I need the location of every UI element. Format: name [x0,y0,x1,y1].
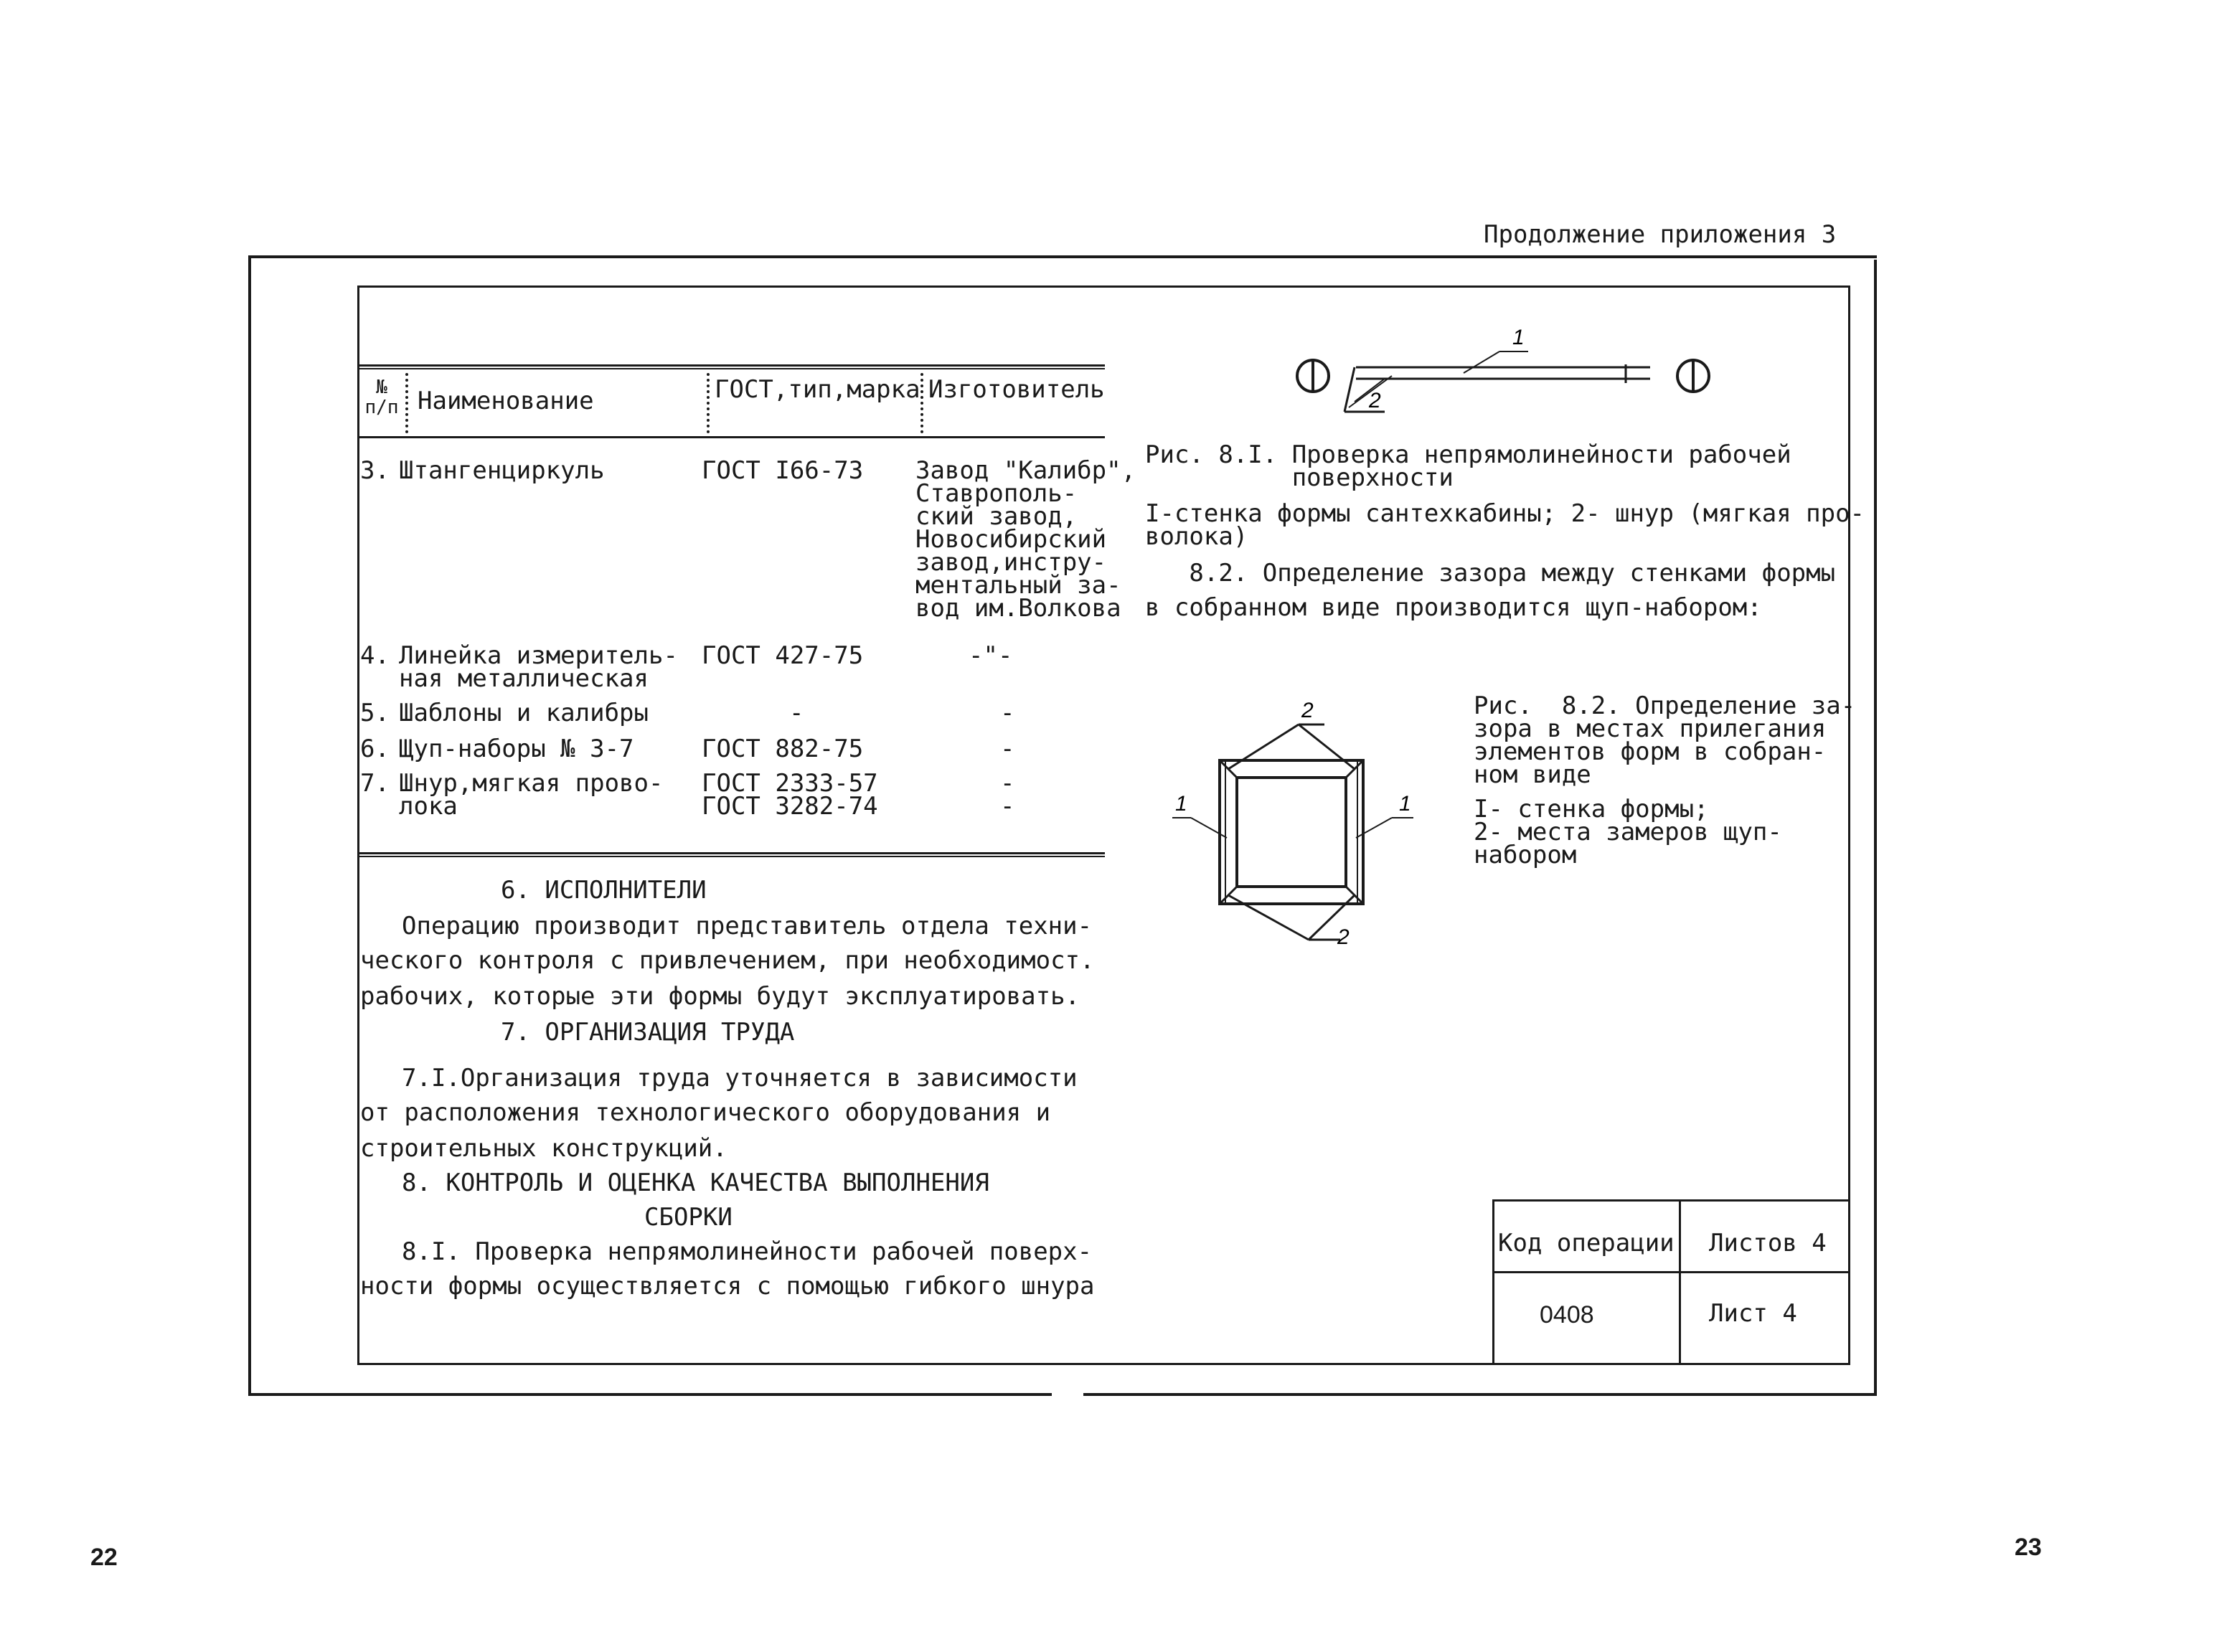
row3-gost: ГОСТ I66-73 [702,456,864,485]
header-maker: Изготовитель [928,375,1105,404]
fig2-label-bottom: 2 [1337,925,1350,949]
row3-num: 3. [360,456,390,485]
section6-line2: ческого контроля с привлечением, при необходимост. [360,946,1095,975]
row6-name: Щуп-наборы № 3-7 [399,735,634,763]
row4-name: Линейка измеритель- ная металлическая [399,641,678,693]
fig1-label-2: 2 [1369,389,1381,412]
fig2-label-right: 1 [1399,792,1411,816]
section6-title: 6. ИСПОЛНИТЕЛИ [501,876,707,905]
continuation-header: Продолжение приложения 3 [1484,220,1837,249]
section7-line2: от расположения технологического оборудования и [360,1098,1051,1127]
section8-line2: ности формы осуществляется с помощью гибкого шнура [360,1272,1095,1301]
section8-line1: 8.I. Проверка непрямолинейности рабочей поверх- [402,1237,1093,1266]
header-num: № п/п [364,377,399,418]
row5-num: 5. [360,699,390,727]
code-operation-label: Код операции [1498,1229,1675,1257]
row3-maker: Завод "Калибр", Ставрополь- ский завод, Новосибирский завод,инстру- ментальный за- вод им.Волкова [915,456,1136,623]
figure1-caption: Рис. 8.I. Проверка непрямолинейности рабочей поверхности [1145,440,1791,492]
section7-line1: 7.I.Организация труда уточняется в зависимости [402,1064,1078,1092]
row4-gost: ГОСТ 427-75 [702,641,864,670]
fig2-label-left: 1 [1175,792,1187,816]
row7-name: Шнур,мягкая прово- лока [399,769,664,821]
row4-num: 4. [360,641,390,670]
section7-title: 7. ОРГАНИЗАЦИЯ ТРУДА [501,1018,795,1047]
para82-line1: 8.2. Определение зазора между стенками формы [1145,559,1836,587]
row7-maker: - - [1000,769,1015,821]
symbol-left-icon [1297,360,1329,392]
row5-name: Шаблоны и калибры [399,699,649,727]
row7-gost: ГОСТ 2333-57 ГОСТ 3282-74 [702,769,878,821]
section6-line3: рабочих, которые эти формы будут эксплуатировать. [360,982,1080,1011]
section7-line3: строительных конструкций. [360,1134,727,1163]
fig2-label-top: 2 [1301,699,1314,722]
row7-num: 7. [360,769,390,798]
row3-name: Штангенциркуль [399,456,605,485]
figure2-caption: Рис. 8.2. Определение за- зора в местах прилегания элементов форм в собран- ном виде [1474,692,1856,789]
figure1-diagram [1284,323,1729,423]
page-number-left: 22 [90,1544,118,1571]
section6-line1: Операцию производит представитель отдела техни- [402,912,1093,940]
row6-num: 6. [360,735,390,763]
row5-maker: - [1000,699,1015,727]
fig1-label-1: 1 [1512,326,1525,349]
symbol-right-icon [1677,360,1709,392]
header-name: Наименование [418,387,594,415]
figure2-diagram [1162,696,1449,961]
para82-line2: в собранном виде производится щуп-набором: [1145,593,1762,622]
figure2-legend: I- стенка формы; 2- места замеров щуп- набором [1474,795,1782,869]
section8-subtitle: СБОРКИ [644,1203,733,1232]
page-number-right: 23 [2015,1534,2042,1561]
row5-gost: - [789,699,804,727]
sheets-count-label: Листов 4 [1709,1229,1827,1257]
row6-gost: ГОСТ 882-75 [702,735,864,763]
row6-maker: - [1000,735,1015,763]
section8-title: 8. КОНТРОЛЬ И ОЦЕНКА КАЧЕСТВА ВЫПОЛНЕНИЯ [402,1169,989,1197]
sheet-number-label: Лист 4 [1709,1299,1797,1328]
figure1-legend: I-стенка формы сантехкабины; 2- шнур (мягкая про- волока) [1145,499,1865,551]
header-gost: ГОСТ,тип,марка [715,375,920,404]
code-operation-value: 0408 [1540,1301,1594,1328]
row4-maker: -"- [969,641,1013,670]
